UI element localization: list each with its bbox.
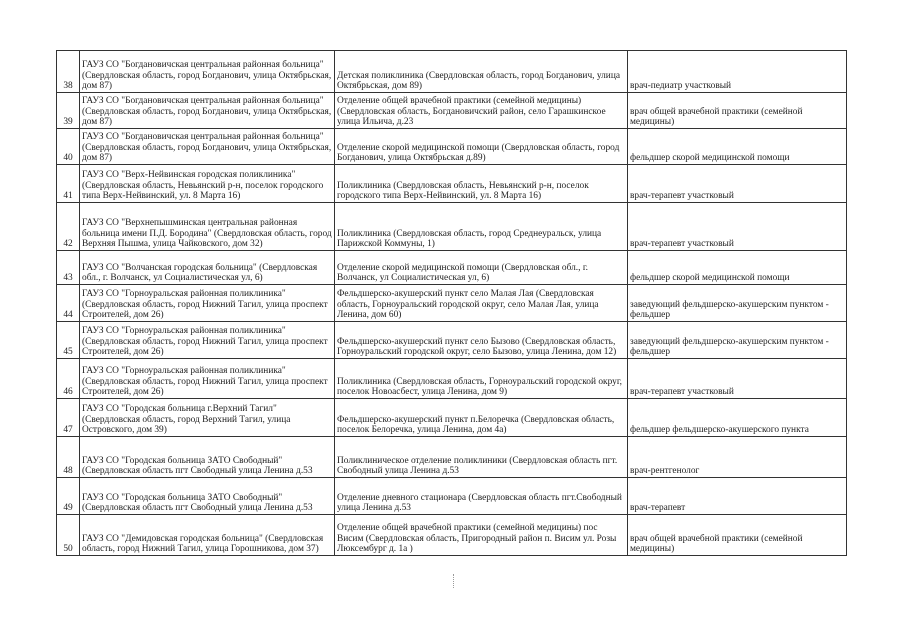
row-number: 43 xyxy=(57,251,80,285)
organization-cell: ГАУЗ СО "Волчанская городская больница" (Свердловская обл., г. Волчанск, ул Социалистическая ул, 6) xyxy=(80,251,335,285)
row-number: 50 xyxy=(57,515,80,556)
organization-cell: ГАУЗ СО "Городская больница ЗАТО Свободный" (Свердловская область пгт Свободный улица Ленина д.53 xyxy=(80,437,335,478)
organization-cell: ГАУЗ СО "Верхнепышминская центральная районная больница имени П.Д. Бородина" (Свердловская область, город Верхняя Пышма, улица Чайковского, дом 32) xyxy=(80,203,335,251)
table-row xyxy=(57,399,847,437)
department-cell: Отделение скорой медицинской помощи (Свердловская область, город Богданович, улица Октябрьская д.89) xyxy=(335,129,628,165)
row-number: 42 xyxy=(57,203,80,251)
department-cell: Поликлиника (Свердловская область, Горноуральский городской округ, поселок Новоасбест, улица Ленина, дом 9) xyxy=(335,359,628,399)
organization-cell: ГАУЗ СО "Богдановичская центральная районная больница" (Свердловская область, город Богданович, улица Октябрьская, дом 87) xyxy=(80,93,335,129)
position-cell: заведующий фельдшерско-акушерским пунктом - фельдшер xyxy=(628,322,847,359)
department-cell: Отделение дневного стационара (Свердловская область пгт.Свободный улица Ленина д.53 xyxy=(335,478,628,515)
department-cell: Детская поликлиника (Свердловская область, город Богданович, улица Октябрьская, дом 89) xyxy=(335,51,628,93)
table-row xyxy=(57,165,847,203)
department-cell: Фельдшерско-акушерский пункт п.Белоречка (Свердловская область, поселок Белоречка, улица Ленина, дом 4а) xyxy=(335,399,628,437)
position-cell: врач общей врачебной практики (семейной медицины) xyxy=(628,515,847,556)
organization-cell: ГАУЗ СО "Верх-Нейвинская городская поликлиника" (Свердловская область, Невьянский р-н, поселок городского типа Верх-Нейвинский, ул. 8 Марта 16) xyxy=(80,165,335,203)
position-cell: врач общей врачебной практики (семейной медицины) xyxy=(628,93,847,129)
table-row xyxy=(57,203,847,251)
table-row xyxy=(57,251,847,285)
table-row xyxy=(57,93,847,129)
organization-cell: ГАУЗ СО "Демидовская городская больница" (Свердловская область, город Нижний Тагил, улица Горошникова, дом 37) xyxy=(80,515,335,556)
department-cell: Поликлиника (Свердловская область, Невьянский р-н, поселок городского типа Верх-Нейвинский, ул. 8 Марта 16) xyxy=(335,165,628,203)
position-cell: врач-рентгенолог xyxy=(628,437,847,478)
table-row xyxy=(57,51,847,93)
position-cell: фельдшер скорой медицинской помощи xyxy=(628,251,847,285)
row-number: 41 xyxy=(57,165,80,203)
table-body xyxy=(57,51,847,556)
department-cell: Фельдшерско-акушерский пункт село Малая Лая (Свердловская область, Горноуральский городской округ, село Малая Лая, улица Ленина, дом 60) xyxy=(335,285,628,322)
table-row xyxy=(57,437,847,478)
organization-cell: ГАУЗ СО "Богдановичская центральная районная больница" (Свердловская область, город Богданович, улица Октябрьская, дом 87) xyxy=(80,129,335,165)
organization-cell: ГАУЗ СО "Богдановичская центральная районная больница" (Свердловская область, город Богданович, улица Октябрьская, дом 87) xyxy=(80,51,335,93)
table-row xyxy=(57,359,847,399)
table-row xyxy=(57,285,847,322)
department-cell: Поликлиническое отделение поликлиники (Свердловская область пгт. Свободный улица Ленина д.53 xyxy=(335,437,628,478)
position-cell: врач-терапевт xyxy=(628,478,847,515)
position-cell: врач-педиатр участковый xyxy=(628,51,847,93)
row-number: 48 xyxy=(57,437,80,478)
organization-cell: ГАУЗ СО "Горноуральская районная поликлиника" (Свердловская область, город Нижний Тагил, улица проспект Строителей, дом 26) xyxy=(80,359,335,399)
position-cell: фельдшер фельдшерско-акушерского пункта xyxy=(628,399,847,437)
row-number: 44 xyxy=(57,285,80,322)
row-number: 39 xyxy=(57,93,80,129)
organization-cell: ГАУЗ СО "Горноуральская районная поликлиника" (Свердловская область, город Нижний Тагил, улица проспект Строителей, дом 26) xyxy=(80,285,335,322)
organization-cell: ГАУЗ СО "Городская больница ЗАТО Свободный" (Свердловская область пгт Свободный улица Ленина д.53 xyxy=(80,478,335,515)
table-row xyxy=(57,515,847,556)
table-row xyxy=(57,129,847,165)
department-cell: Отделение общей врачебной практики (семейной медицины) пос Висим (Свердловская область, Пригородный район п. Висим ул. Розы Люксембург д. 1а ) xyxy=(335,515,628,556)
department-cell: Поликлиника (Свердловская область, город Среднеуральск, улица Парижской Коммуны, 1) xyxy=(335,203,628,251)
organization-cell: ГАУЗ СО "Горноуральская районная поликлиника" (Свердловская область, город Нижний Тагил, улица проспект Строителей, дом 26) xyxy=(80,322,335,359)
vacancy-table xyxy=(56,50,847,556)
row-number: 45 xyxy=(57,322,80,359)
department-cell: Отделение общей врачебной практики (семейной медицины) (Свердловская область, Богдановичский район, село Гарашкинское улица Ильича, д.23 xyxy=(335,93,628,129)
row-number: 49 xyxy=(57,478,80,515)
row-number: 40 xyxy=(57,129,80,165)
row-number: 38 xyxy=(57,51,80,93)
position-cell: врач-терапевт участковый xyxy=(628,203,847,251)
page-fold-mark xyxy=(453,574,455,588)
organization-cell: ГАУЗ СО "Городская больница г.Верхний Тагил" (Свердловская область, город Верхний Тагил, улица Островского, дом 39) xyxy=(80,399,335,437)
row-number: 47 xyxy=(57,399,80,437)
table-row xyxy=(57,478,847,515)
table-row xyxy=(57,322,847,359)
department-cell: Отделение скорой медицинской помощи (Свердловская обл., г. Волчанск, ул Социалистическая ул, 6) xyxy=(335,251,628,285)
position-cell: врач-терапевт участковый xyxy=(628,359,847,399)
row-number: 46 xyxy=(57,359,80,399)
position-cell: заведующий фельдшерско-акушерским пунктом - фельдшер xyxy=(628,285,847,322)
position-cell: врач-терапевт участковый xyxy=(628,165,847,203)
department-cell: Фельдшерско-акушерский пункт село Бызово (Свердловская область, Горноуральский городской округ, село Бызово, улица Ленина, дом 12) xyxy=(335,322,628,359)
position-cell: фельдшер скорой медицинской помощи xyxy=(628,129,847,165)
